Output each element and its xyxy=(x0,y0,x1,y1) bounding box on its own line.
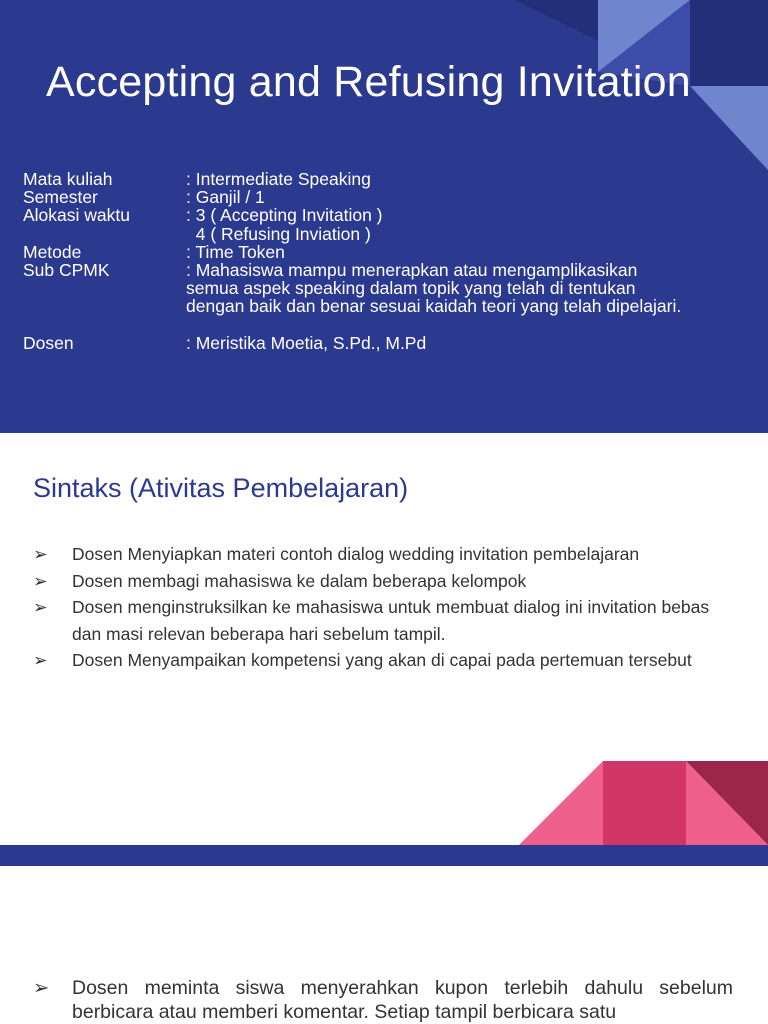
info-label: Alokasi waktu xyxy=(23,205,130,226)
page-title: Accepting and Refusing Invitation xyxy=(46,58,691,106)
arrowhead-bullet-icon: ➢ xyxy=(33,597,48,617)
info-value: : Ganjil / 1 xyxy=(186,187,265,208)
arrowhead-bullet-icon: ➢ xyxy=(33,650,48,670)
list-item-text: Dosen Menyampaikan kompetensi yang akan di capai pada pertemuan tersebut xyxy=(72,650,692,670)
info-label: Dosen xyxy=(23,332,74,353)
info-label: Sub CPMK xyxy=(23,259,110,280)
deco-triangle-light-bottom xyxy=(690,86,768,170)
activity-list-continued xyxy=(33,976,733,1024)
arrowhead-bullet-icon: ➢ xyxy=(33,977,50,999)
list-item-text: Dosen meminta siswa menyerahkan kupon terlebih dahulu sebelum berbicara atau memberi komentar. Setiap tampil berbicara satu xyxy=(72,977,733,1023)
syntax-slide xyxy=(0,433,768,845)
deco-rect-crimson xyxy=(603,761,686,845)
info-value: : Meristika Moetia, S.Pd., M.Pd xyxy=(186,332,427,353)
list-item-text: Dosen Menyiapkan materi contoh dialog wedding invitation pembelajaran xyxy=(72,544,640,564)
list-item xyxy=(33,976,733,1024)
deco-triangle-pink xyxy=(519,761,603,845)
list-item-text: Dosen menginstruksilkan ke mahasiswa untuk membuat dialog ini invitation bebas dan masi relevan beberapa hari sebelum tampil. xyxy=(72,597,710,644)
deco-triangle-dark-right xyxy=(690,0,768,86)
section-heading: Sintaks (Ativitas Pembelajaran) xyxy=(33,473,409,503)
info-value: : Time Token xyxy=(186,241,285,262)
list-item-text: Dosen membagi mahasiswa ke dalam beberapa kelompok xyxy=(72,570,527,591)
info-value: semua aspek speaking dalam topik yang telah di tentukan xyxy=(186,278,636,299)
continuation-slide xyxy=(0,866,768,1024)
corner-decoration xyxy=(0,433,768,845)
info-value: 4 ( Refusing Inviation ) xyxy=(186,223,371,244)
divider-band xyxy=(0,845,768,866)
arrowhead-bullet-icon: ➢ xyxy=(33,570,48,591)
info-label: Semester xyxy=(23,187,98,208)
info-value: : Mahasiswa mampu menerapkan atau mengamplikasikan xyxy=(186,259,638,280)
info-value: dengan baik dan benar sesuai kaidah teori yang telah dipelajari. xyxy=(186,296,682,317)
info-label: Metode xyxy=(23,241,82,262)
info-label: Mata kuliah xyxy=(23,169,113,189)
title-slide xyxy=(0,0,768,433)
info-value: : Intermediate Speaking xyxy=(186,169,371,189)
info-value: : 3 ( Accepting Invitation ) xyxy=(186,205,383,226)
arrowhead-bullet-icon: ➢ xyxy=(33,544,48,564)
